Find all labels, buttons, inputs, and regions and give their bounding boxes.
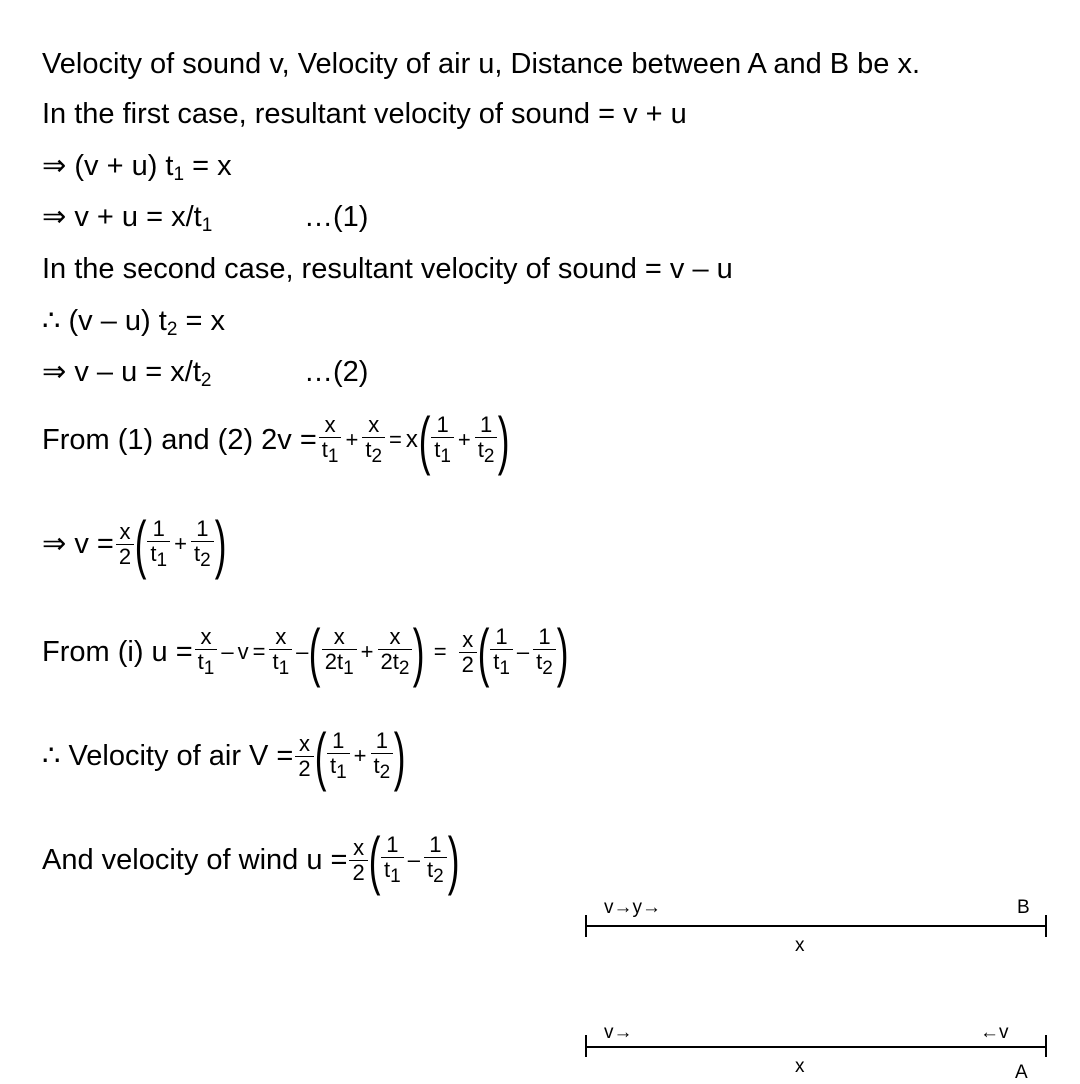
right-paren: ) (214, 508, 227, 580)
fraction: $\frac{x}{2}$ (116, 520, 134, 567)
subscript: 2 (166, 319, 178, 340)
label-a: A (1015, 1062, 1028, 1083)
bottom-arrow-left: v→ (604, 1022, 633, 1043)
eq-text: ⇒ v = (42, 527, 114, 560)
fraction: $\frac{x}{2}$ (459, 628, 477, 675)
bottom-distance-label: x (795, 1056, 805, 1077)
subscript: 2 (200, 370, 212, 391)
fraction: $\frac{1}{t2}$ (191, 517, 214, 570)
left-paren: ( (477, 616, 490, 688)
eq-text: And velocity of wind u = (42, 843, 348, 876)
minus: – (296, 639, 309, 664)
eq-text: ∴ Velocity of air V = (42, 739, 294, 772)
bottom-distance-line (585, 1046, 1047, 1048)
fraction: $\frac{x}{2t1}$ (322, 625, 357, 678)
fraction: $\frac{1}{t1}$ (381, 833, 404, 886)
top-distance-label: x (795, 935, 805, 956)
fraction: $\frac{1}{t2}$ (424, 833, 447, 886)
equals: = (252, 639, 266, 664)
fraction: $\frac{x}{t1}$ (269, 625, 292, 678)
fraction: $\frac{x}{2t2}$ (378, 625, 413, 678)
fraction: $\frac{1}{t1}$ (327, 729, 350, 782)
line-definitions: Velocity of sound v, Velocity of air u, Distance between A and B be x. (42, 48, 921, 80)
fraction: $\frac{1}{t1}$ (490, 625, 513, 678)
line-eq-second (42, 307, 225, 339)
plus: + (457, 427, 471, 452)
fraction: $\frac{1}{t1}$ (147, 517, 170, 570)
line-u-derivation (42, 616, 569, 688)
top-left-tick (585, 915, 587, 937)
top-right-tick (1045, 915, 1047, 937)
bottom-arrow-right: ←v (980, 1022, 1009, 1043)
minus: – (407, 847, 420, 872)
fraction: $\frac{x}{t1}$ (319, 413, 342, 466)
fraction: $\frac{1}{t2}$ (371, 729, 394, 782)
x: x (405, 426, 418, 453)
eq-number-2: …(2) (304, 356, 369, 388)
right-paren: ) (447, 824, 460, 896)
subscript: 1 (201, 215, 213, 236)
eq-number-1: …(1) (304, 201, 369, 233)
subscript: 1 (173, 164, 185, 185)
top-distance-line (585, 925, 1047, 927)
fraction: $\frac{1}{t2}$ (475, 413, 498, 466)
plus: + (174, 531, 187, 556)
eq-text: = x (184, 150, 232, 182)
bottom-left-tick (585, 1035, 587, 1057)
fraction: $\frac{x}{t2}$ (362, 413, 385, 466)
fraction: $\frac{x}{2}$ (295, 732, 313, 779)
line-2v-equation (42, 404, 511, 476)
eq-text: ⇒ (v + u) t (42, 150, 174, 182)
line-velocity-wind (42, 824, 460, 896)
fraction: $\frac{1}{t1}$ (431, 413, 454, 466)
fraction: $\frac{x}{t1}$ (195, 625, 218, 678)
line-v-result (42, 508, 227, 580)
top-arrows: v→y→ (604, 897, 661, 918)
equals: = (389, 427, 402, 452)
minus: – (516, 639, 530, 664)
v: v (237, 639, 249, 664)
plus: + (360, 639, 374, 664)
line-eq-1 (42, 201, 369, 236)
right-paren: ) (393, 720, 406, 792)
plus: + (353, 743, 367, 768)
right-paren: ) (413, 616, 425, 688)
left-paren: ( (134, 508, 147, 580)
left-paren: ( (314, 720, 327, 792)
left-paren: ( (309, 616, 321, 688)
bottom-right-tick (1045, 1035, 1047, 1057)
label-b: B (1017, 897, 1030, 918)
left-paren: ( (418, 404, 431, 476)
plus: + (345, 427, 359, 452)
line-velocity-air (42, 720, 406, 792)
right-paren: ) (498, 404, 511, 476)
right-paren: ) (556, 616, 569, 688)
line-eq-2 (42, 356, 369, 391)
line-second-case: In the second case, resultant velocity of sound = v – u (42, 253, 733, 285)
minus: – (221, 639, 234, 664)
eq-text: ∴ (v – u) t (42, 305, 167, 337)
eq-text: = x (177, 305, 225, 337)
line-first-case: In the first case, resultant velocity of sound = v + u (42, 98, 687, 130)
eq-text: From (1) and (2) 2v = (42, 423, 317, 456)
fraction: $\frac{x}{2}$ (349, 836, 367, 883)
fraction: $\frac{1}{t2}$ (533, 625, 556, 678)
left-paren: ( (368, 824, 381, 896)
eq-text: ⇒ v + u = x/t (42, 201, 202, 233)
eq-text: From (i) u = (42, 635, 193, 668)
line-eq-first (42, 152, 232, 184)
equals: = (433, 639, 447, 664)
eq-text: ⇒ v – u = x/t (42, 356, 201, 388)
